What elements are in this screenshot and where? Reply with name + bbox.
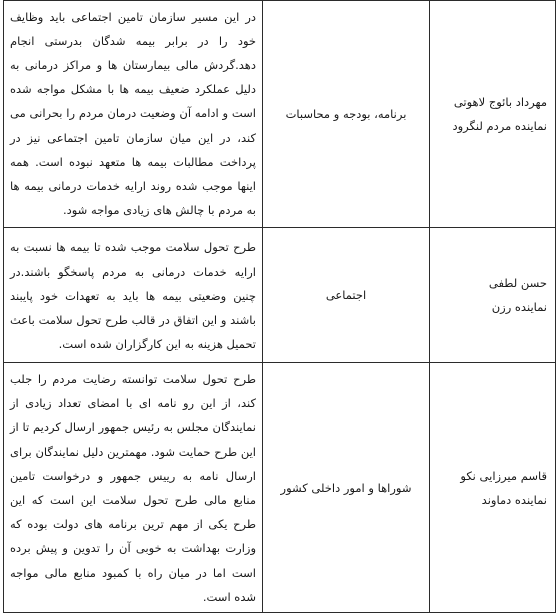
table-row xyxy=(4,228,556,363)
mp-name-cell xyxy=(430,228,556,363)
mp-constituency: نماینده مردم لنگرود xyxy=(452,119,547,133)
committee-cell: شوراها و امور داخلی کشور xyxy=(263,363,430,613)
statement-cell: طرح تحول سلامت توانسته رضایت مردم را جلب کند، از این رو نامه ای با امضای تعداد زیادی از نمایندگان مجلس به رئیس جمهور ارسال کردیم تا از این طرح حمایت شود. مهمترین دلیل نمایندگان برای ارسال نامه به رییس جمهور و درخواست تامین منابع مالی طرح تحول سلامت این است که این طرح یکی از مهم ترین برنامه های دولت بوده که وزارت بهداشت به خوبی آن را تدوین و پیش برده است اما در میان راه با کمبود منابع مالی مواجه شده است. xyxy=(4,363,263,613)
mp-name-cell xyxy=(430,1,556,228)
mp-name-cell xyxy=(430,363,556,613)
mp-constituency: نماینده رزن xyxy=(491,300,547,314)
table-row xyxy=(4,363,556,613)
statement-cell: در این مسیر سازمان تامین اجتماعی باید وظایف خود را در برابر بیمه شدگان بدرستی انجام دهد.گردش مالی بیمارستان ها و مراکز درمانی به دلیل عملکرد ضعیف بیمه ها با مشکل مواجه شده است و ادامه آن وضعیت درمان مردم را بحرانی می کند، در این میان سازمان تامین اجتماعی نیز در پرداخت مطالبات بیمه ها متعهد نبوده است. همه اینها موجب شده روند ارایه خدمات درمانی بیمه ها به مردم با چالش های زیادی مواجه شود. xyxy=(4,1,263,228)
mp-name: حسن لطفی xyxy=(488,276,547,290)
mp-name: مهرداد بائوج لاهوتی xyxy=(453,95,547,109)
table-row xyxy=(4,1,556,228)
statement-cell: طرح تحول سلامت موجب شده تا بیمه ها نسبت به ارایه خدمات درمانی به مردم پاسخگو باشند.در چنین وضعیتی بیمه ها باید به تعهدات خود پایبند باشند و این اتفاق در قالب طرح تحول سلامت باعث تحمیل هزینه به این کارگزاران شده است. xyxy=(4,228,263,363)
mp-statements-table xyxy=(3,0,556,613)
committee-cell: برنامه، بودجه و محاسبات xyxy=(263,1,430,228)
committee-cell: اجتماعی xyxy=(263,228,430,363)
mp-constituency: نماینده دماوند xyxy=(481,492,547,507)
mp-name: قاسم میرزایی نکو xyxy=(460,468,547,483)
